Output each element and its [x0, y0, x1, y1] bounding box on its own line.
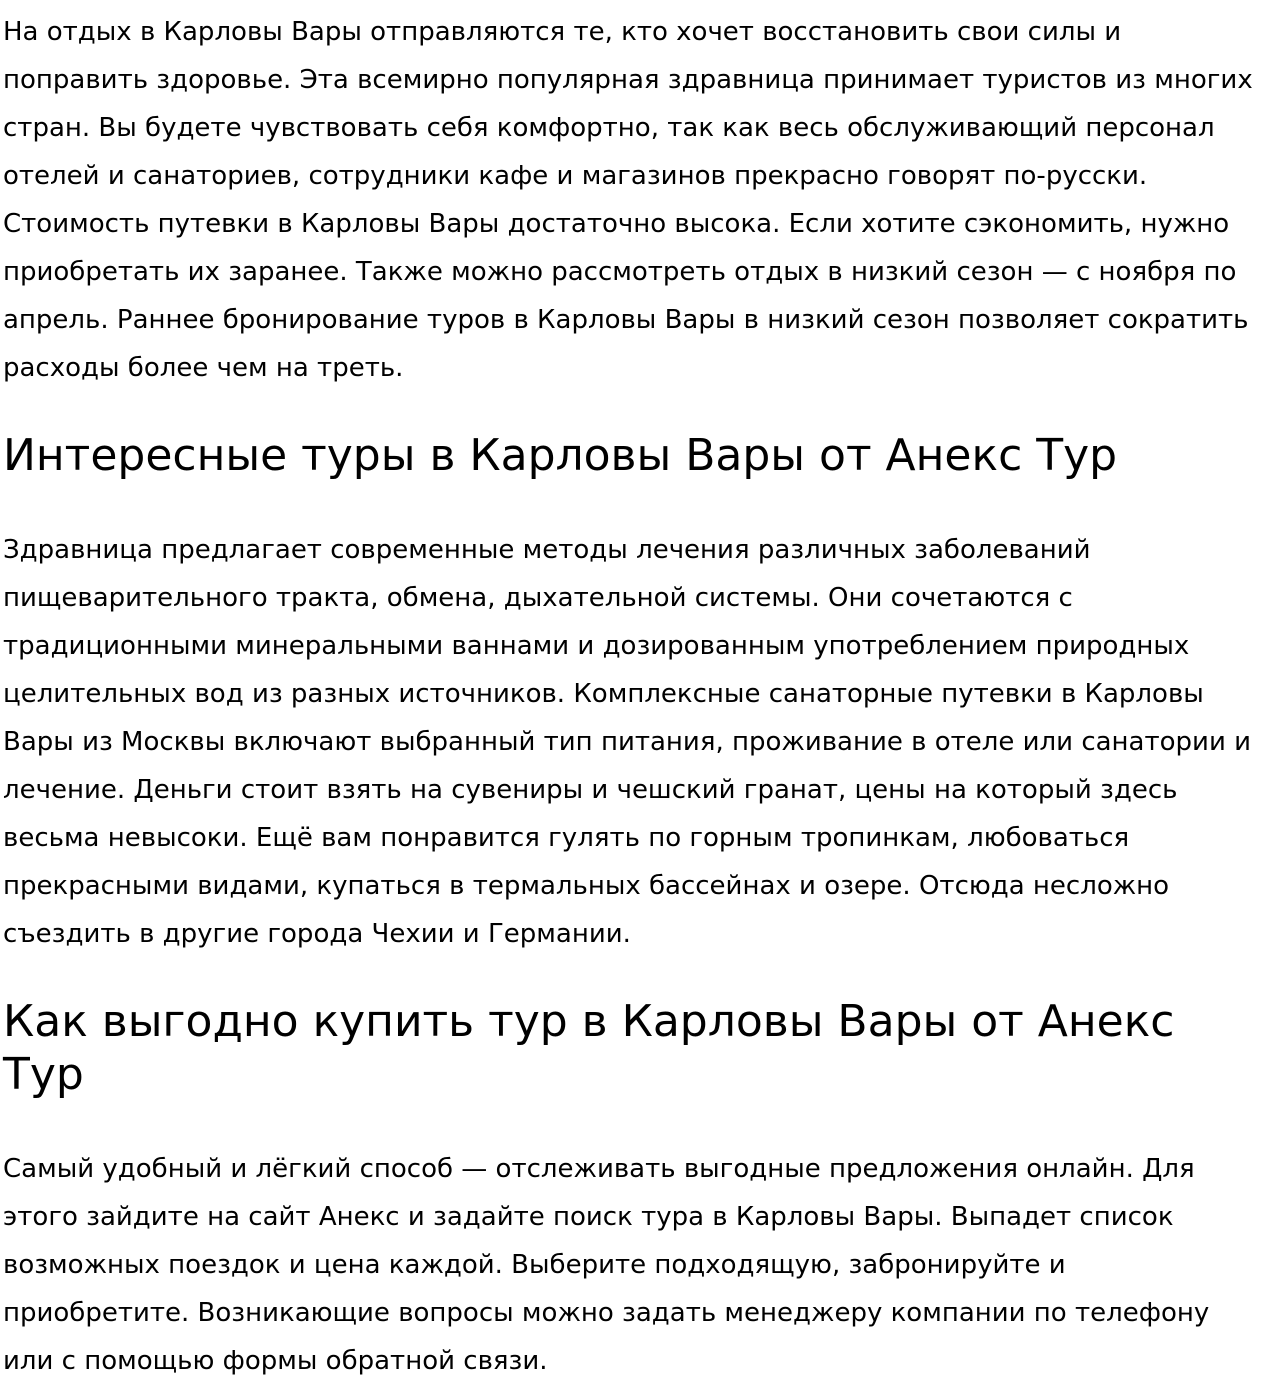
paragraph-pricing: Стоимость путевки в Карловы Вары достаточно высока. Если хотите сэкономить, нужно приобретать их заранее. Также можно рассмотреть отдых в низкий сезон — с ноября по апрель. Раннее бронирование туров в Карловы Вары в низкий сезон позволяет сократить расходы более чем на треть. — [3, 209, 1249, 383]
paragraph-intro: На отдых в Карловы Вары отправляются те, кто хочет восстановить свои силы и поправить здоровье. Эта всемирно популярная здравница принимает туристов из многих стран. Вы будете чувствовать себя комфортно, так как весь обслуживающий персонал отелей и санаториев, сотрудники кафе и магазинов прекрасно говорят по-русски. — [3, 17, 1253, 191]
section-heading-interesting-tours: Интересные туры в Карловы Вары от Анекс Тур — [3, 430, 1118, 481]
section-heading-how-to-buy: Как выгодно купить тур в Карловы Вары от Анекс Тур — [3, 996, 1175, 1100]
paragraph-interesting-tours: Здравница предлагает современные методы лечения различных заболеваний пищеварительного тракта, обмена, дыхательной системы. Они сочетаются с традиционными минеральными ваннами и дозированным употреблением природных целительных вод из разных источников. Комплексные санаторные путевки в Карловы Вары из Москвы включают выбранный тип питания, проживание в отеле или санатории и лечение. Деньги стоит взять на сувениры и чешский гранат, цены на который здесь весьма невысоки. Ещё вам понравится гулять по горным тропинкам, любоваться прекрасными видами, купаться в термальных бассейнах и озере. Отсюда несложно съездить в другие города Чехии и Германии. — [3, 535, 1251, 949]
paragraph-how-to-buy: Самый удобный и лёгкий способ — отслеживать выгодные предложения онлайн. Для этого зайдите на сайт Анекс и задайте поиск тура в Карловы Вары. Выпадет список возможных поездок и цена каждой. Выберите подходящую, забронируйте и приобретите. Возникающие вопросы можно задать менеджеру компании по телефону или с помощью формы обратной связи. — [3, 1154, 1210, 1376]
